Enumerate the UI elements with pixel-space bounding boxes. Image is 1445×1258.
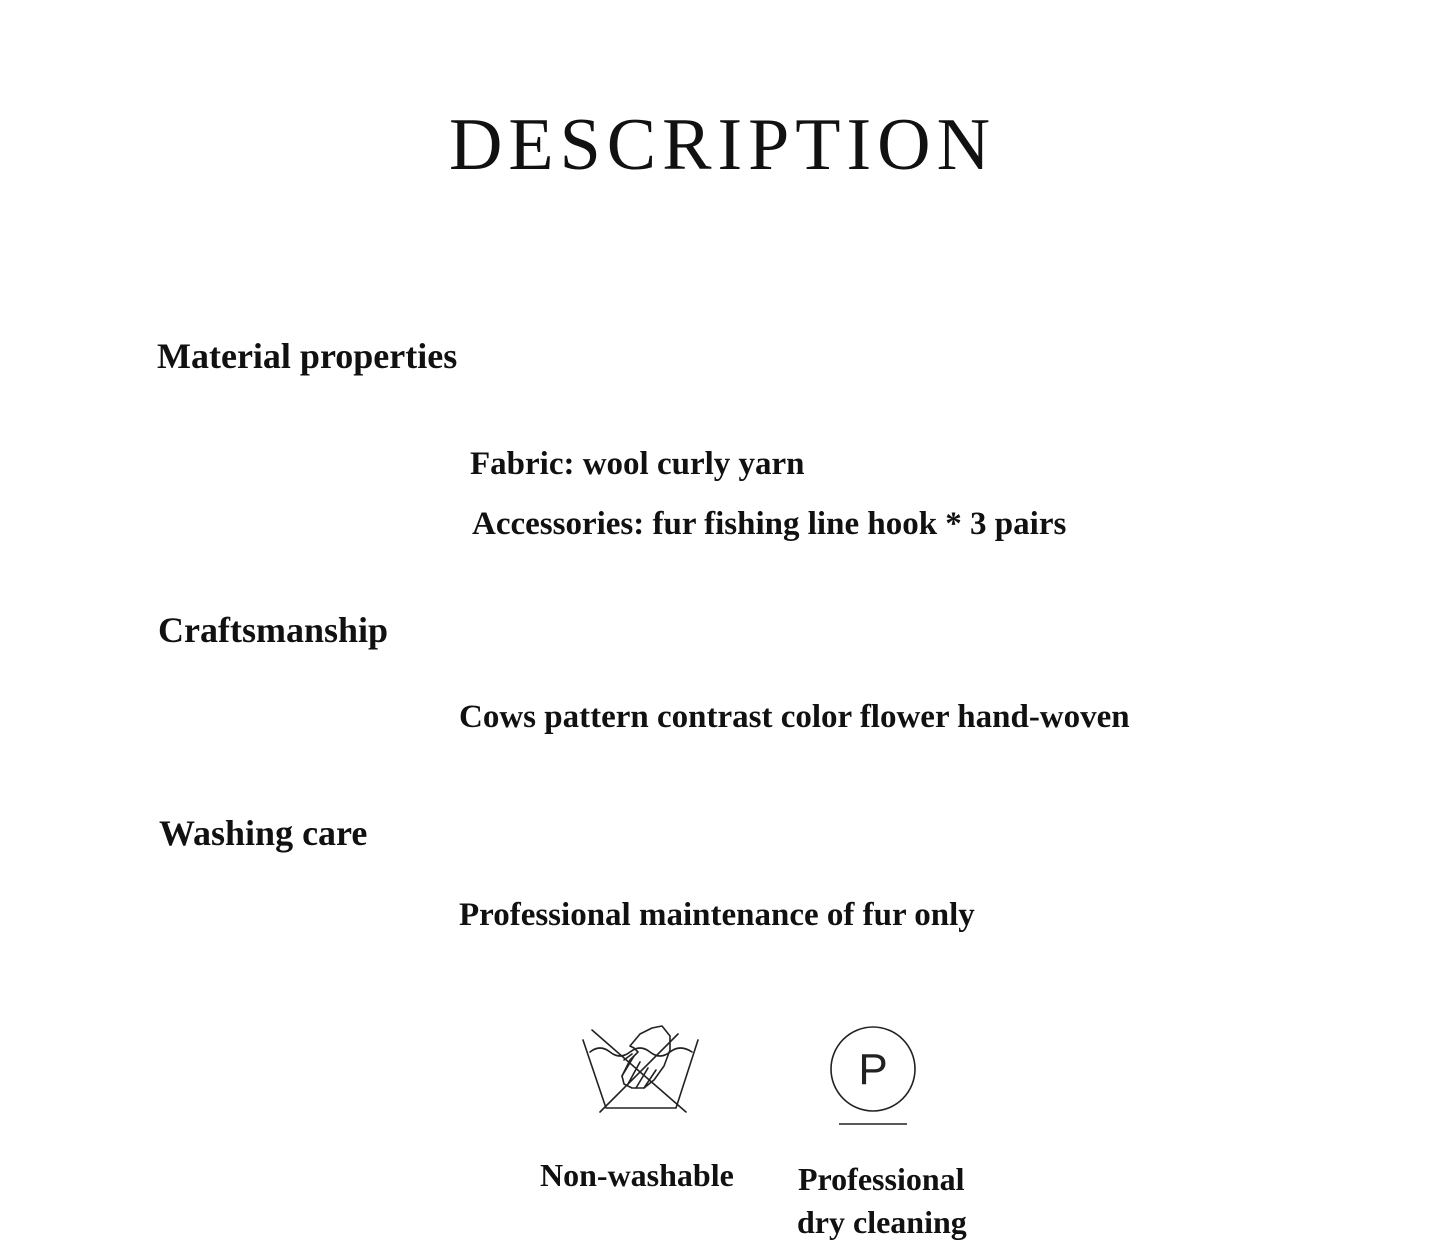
washing-care-value: Professional maintenance of fur only <box>459 897 975 933</box>
material-properties-heading: Material properties <box>157 336 458 376</box>
craftsmanship-heading: Craftsmanship <box>158 610 389 650</box>
dry-cleaning-label-line2: dry cleaning <box>797 1204 967 1240</box>
washing-care-heading: Washing care <box>159 813 368 853</box>
accessories-value: Accessories: fur fishing line hook * 3 pairs <box>472 506 1067 542</box>
non-washable-label: Non-washable <box>540 1157 734 1193</box>
dry-cleaning-label-line1: Professional <box>798 1161 965 1197</box>
professional-dry-clean-icon <box>826 1022 920 1128</box>
fabric-value: Fabric: wool curly yarn <box>470 446 805 482</box>
dry-clean-letter: P <box>858 1045 888 1094</box>
page-title: DESCRIPTION <box>448 104 997 186</box>
no-hand-wash-icon <box>578 1020 702 1116</box>
craftsmanship-value: Cows pattern contrast color flower hand-woven <box>459 699 1130 735</box>
